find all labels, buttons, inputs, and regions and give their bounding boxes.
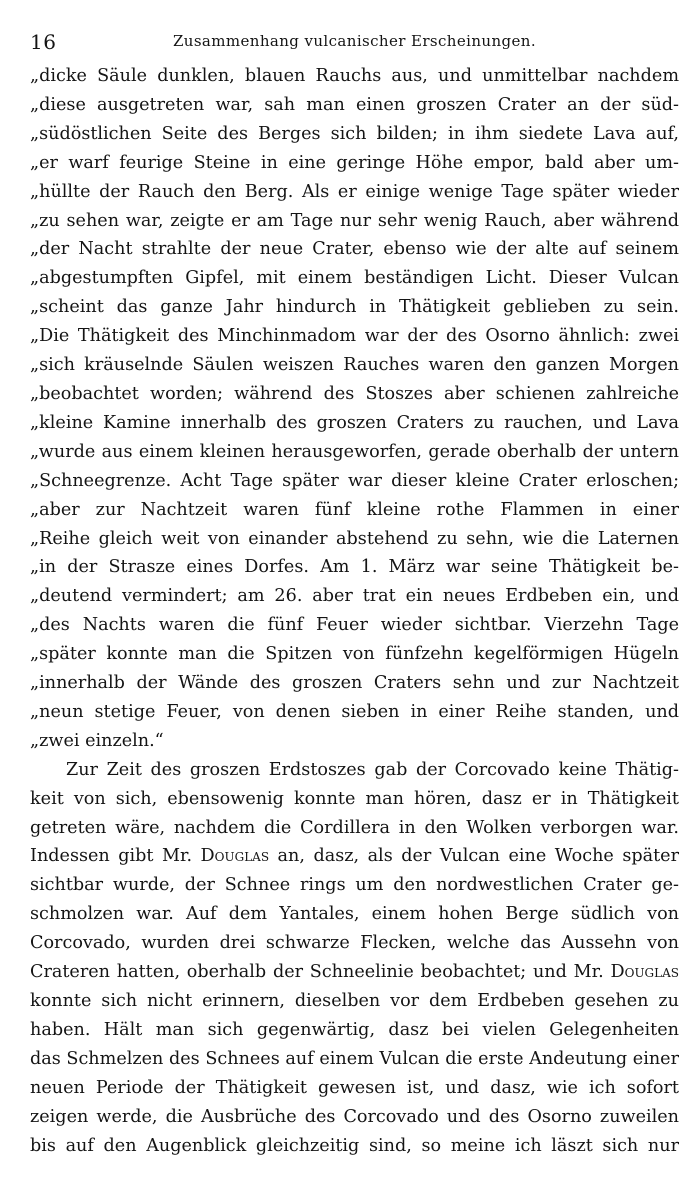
text-line: „zu sehen war, zeigte er am Tage nur sehr wenig Rauch, aber während [30,210,679,231]
body-text [30,62,679,1160]
text-line: „wurde aus einem kleinen herausgeworfen, gerade oberhalb der untern [30,441,679,462]
text-line: „neun stetige Feuer, von denen sieben in einer Reihe standen, und [30,701,679,722]
text-line: „in der Strasze eines Dorfes. Am 1. März war seine Thätigkeit be- [30,557,679,578]
text-line-last: „zwei einzeln.“ [30,730,164,751]
text-line: konnte sich nicht erinnern, dieselben vor dem Erdbeben gesehen zu [30,991,679,1011]
running-title: Zusammenhang vulcanischer Erscheinungen. [172,32,537,50]
text-line: zeigen werde, die Ausbrüche des Corcovado und des Osorno zuweilen [30,1106,679,1127]
page-number: 16 [30,30,57,54]
text-line: „Reihe gleich weit von einander abstehend zu sehn, wie die Laternen [30,528,679,549]
text-line-first: Zur Zeit des groszen Erdstoszes gab der Corcovado keine Thätig- [66,759,679,780]
text-line: „beobachtet worden; während des Stoszes aber schienen zahlreiche [30,383,679,404]
text-line: „kleine Kamine innerhalb des groszen Craters zu rauchen, und Lava [30,412,679,433]
text-line: „des Nachts waren die fünf Feuer wieder sichtbar. Vierzehn Tage [30,615,679,636]
text-line: „aber zur Nachtzeit waren fünf kleine rothe Flammen in einer [30,499,679,520]
text-line: „der Nacht strahlte der neue Crater, ebenso wie der alte auf seinem [30,239,679,260]
text-line: das Schmelzen des Schnees auf einem Vulcan die erste Andeutung einer [30,1048,679,1069]
text-line: „dicke Säule dunklen, blauen Rauchs aus, und unmittelbar nachdem [30,66,679,86]
text-line: bis auf den Augenblick gleichzeitig sind, so meine ich läszt sich nur [30,1135,679,1156]
text-line: schmolzen war. Auf dem Yantales, einem hohen Berge südlich von [30,904,679,925]
text-line: „hüllte der Rauch den Berg. Als er einige wenige Tage später wieder [30,181,679,202]
text-line: „deutend vermindert; am 26. aber trat ein neues Erdbeben ein, und [30,586,679,607]
text-line: „Die Thätigkeit des Minchinmadom war der des Osorno ähnlich: zwei [30,326,679,347]
text-line: Corcovado, wurden drei schwarze Flecken, welche das Aussehn von [30,933,679,954]
text-line: haben. Hält man sich gegenwärtig, dasz bei vielen Gelegenheiten [30,1019,679,1040]
text-line: „abgestumpften Gipfel, mit einem beständigen Licht. Dieser Vulcan [30,268,679,289]
text-segment: an, dasz, als der Vulcan eine Woche später [269,846,679,867]
text-line: sichtbar wurde, der Schnee rings um den nordwestlichen Crater ge- [30,875,679,896]
text-line: „später konnte man die Spitzen von fünfzehn kegelförmigen Hügeln [30,644,679,665]
text-line: „südöstlichen Seite des Berges sich bilden; in ihm siedete Lava auf, [30,123,679,144]
text-segment: Indessen gibt Mr. [30,846,201,867]
text-line-with-name [30,842,679,871]
text-line-with-name [30,958,679,987]
text-line: neuen Periode der Thätigkeit gewesen ist, und dasz, wie ich sofort [30,1077,679,1098]
text-line: „diese ausgetreten war, sah man einen groszen Crater an der süd- [30,94,679,115]
narrative-paragraph [30,756,679,1161]
text-line: „innerhalb der Wände des groszen Craters sehn und zur Nachtzeit [30,673,679,694]
text-line: „Schneegrenze. Acht Tage später war dieser kleine Crater erloschen; [30,470,679,491]
text-line: „sich kräuselnde Säulen weiszen Rauches waren den ganzen Morgen [30,355,679,376]
text-line: „er warf feurige Steine in eine geringe Höhe empor, bald aber um- [30,152,679,173]
author-name: Douglas [200,846,270,867]
text-line: „scheint das ganze Jahr hindurch in Thätigkeit geblieben zu sein. [30,297,679,318]
text-line: getreten wäre, nachdem die Cordillera in den Wolken verborgen war. [30,817,679,838]
quoted-paragraph [30,62,679,756]
page-header [30,26,679,62]
text-line: keit von sich, ebensowenig konnte man hören, dasz er in Thätigkeit [30,788,679,809]
author-name: Douglas [610,962,679,983]
text-segment: Crateren hatten, oberhalb der Schneelinie beobachtet; und Mr. [30,962,611,983]
